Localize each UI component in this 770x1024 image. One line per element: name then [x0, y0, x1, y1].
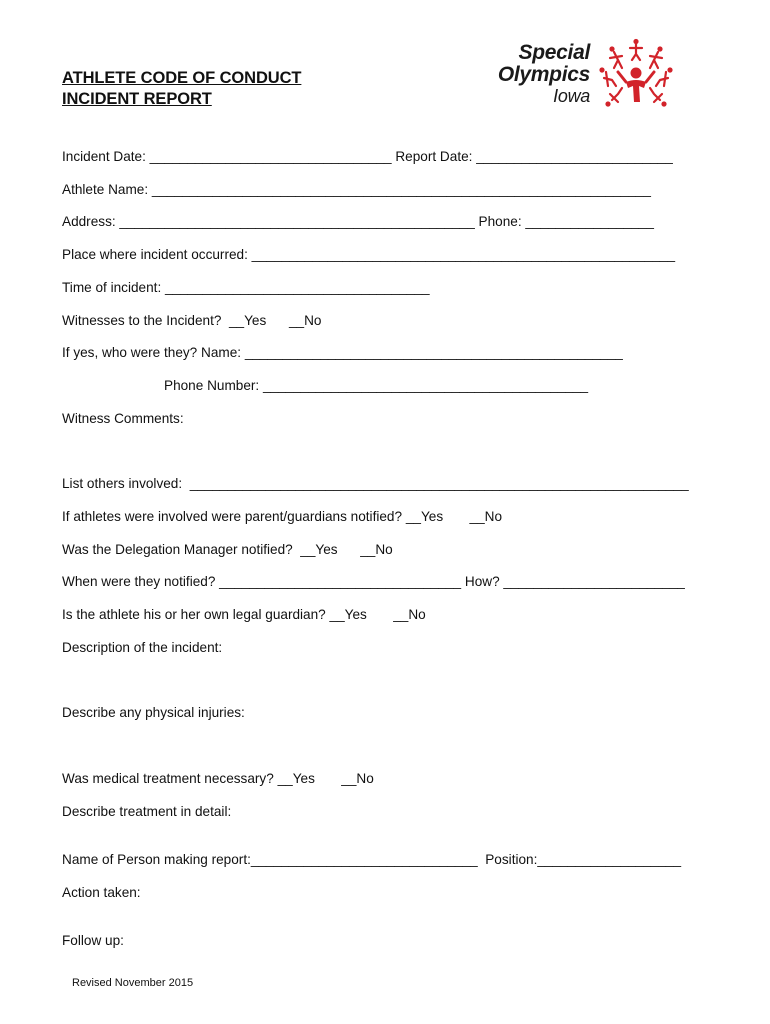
- witness-names-line: If yes, who were they? Name: __________________________________________________: [62, 345, 623, 360]
- witnesses-line: Witnesses to the Incident? __Yes __No: [62, 313, 322, 328]
- medical-treatment-line: Was medical treatment necessary? __Yes __No: [62, 771, 374, 786]
- place-line: Place where incident occurred: ________________________________________________________: [62, 247, 676, 262]
- injuries-label: Describe any physical injuries:: [62, 705, 245, 720]
- witness-comments-label: Witness Comments:: [62, 411, 184, 426]
- incident-description-label: Description of the incident:: [62, 640, 223, 655]
- special-olympics-emblem-icon: [596, 38, 676, 116]
- title-line-2: INCIDENT REPORT: [62, 90, 212, 108]
- logo-line-olympics: Olympics: [497, 63, 590, 86]
- treatment-detail-label: Describe treatment in detail:: [62, 804, 232, 819]
- revision-note: Revised November 2015: [72, 977, 194, 989]
- title-line-1: ATHLETE CODE OF CONDUCT: [62, 69, 302, 87]
- logo-wordmark: [498, 42, 590, 106]
- legal-guardian-line: Is the athlete his or her own legal guardian? __Yes __No: [62, 607, 426, 622]
- logo-line-special: Special: [518, 41, 590, 64]
- follow-up-label: Follow up:: [62, 933, 124, 948]
- address-line: Address: _______________________________________________ Phone: _________________: [62, 214, 654, 229]
- guardians-notified-line: If athletes were involved were parent/guardians notified? __Yes __No: [62, 509, 503, 524]
- when-notified-line: When were they notified? ________________________________ How? ________________________: [62, 574, 685, 589]
- logo-line-iowa: Iowa: [553, 86, 590, 106]
- athlete-name-line: Athlete Name: __________________________________________________________________: [62, 182, 651, 197]
- others-involved-line: List others involved: __________________________________________________________________: [62, 476, 689, 491]
- time-line: Time of incident: ___________________________________: [62, 280, 430, 295]
- page-title: [62, 68, 301, 110]
- delegation-notified-line: Was the Delegation Manager notified? __Yes __No: [62, 542, 393, 557]
- special-olympics-logo: [480, 38, 680, 116]
- person-making-report-line: Name of Person making report:______________________________ Position:___________________: [62, 852, 682, 867]
- witness-phone-line: Phone Number: ___________________________________________: [164, 378, 589, 393]
- incident-date-line: Incident Date: ________________________________ Report Date: __________________________: [62, 149, 673, 164]
- action-taken-label: Action taken:: [62, 885, 141, 900]
